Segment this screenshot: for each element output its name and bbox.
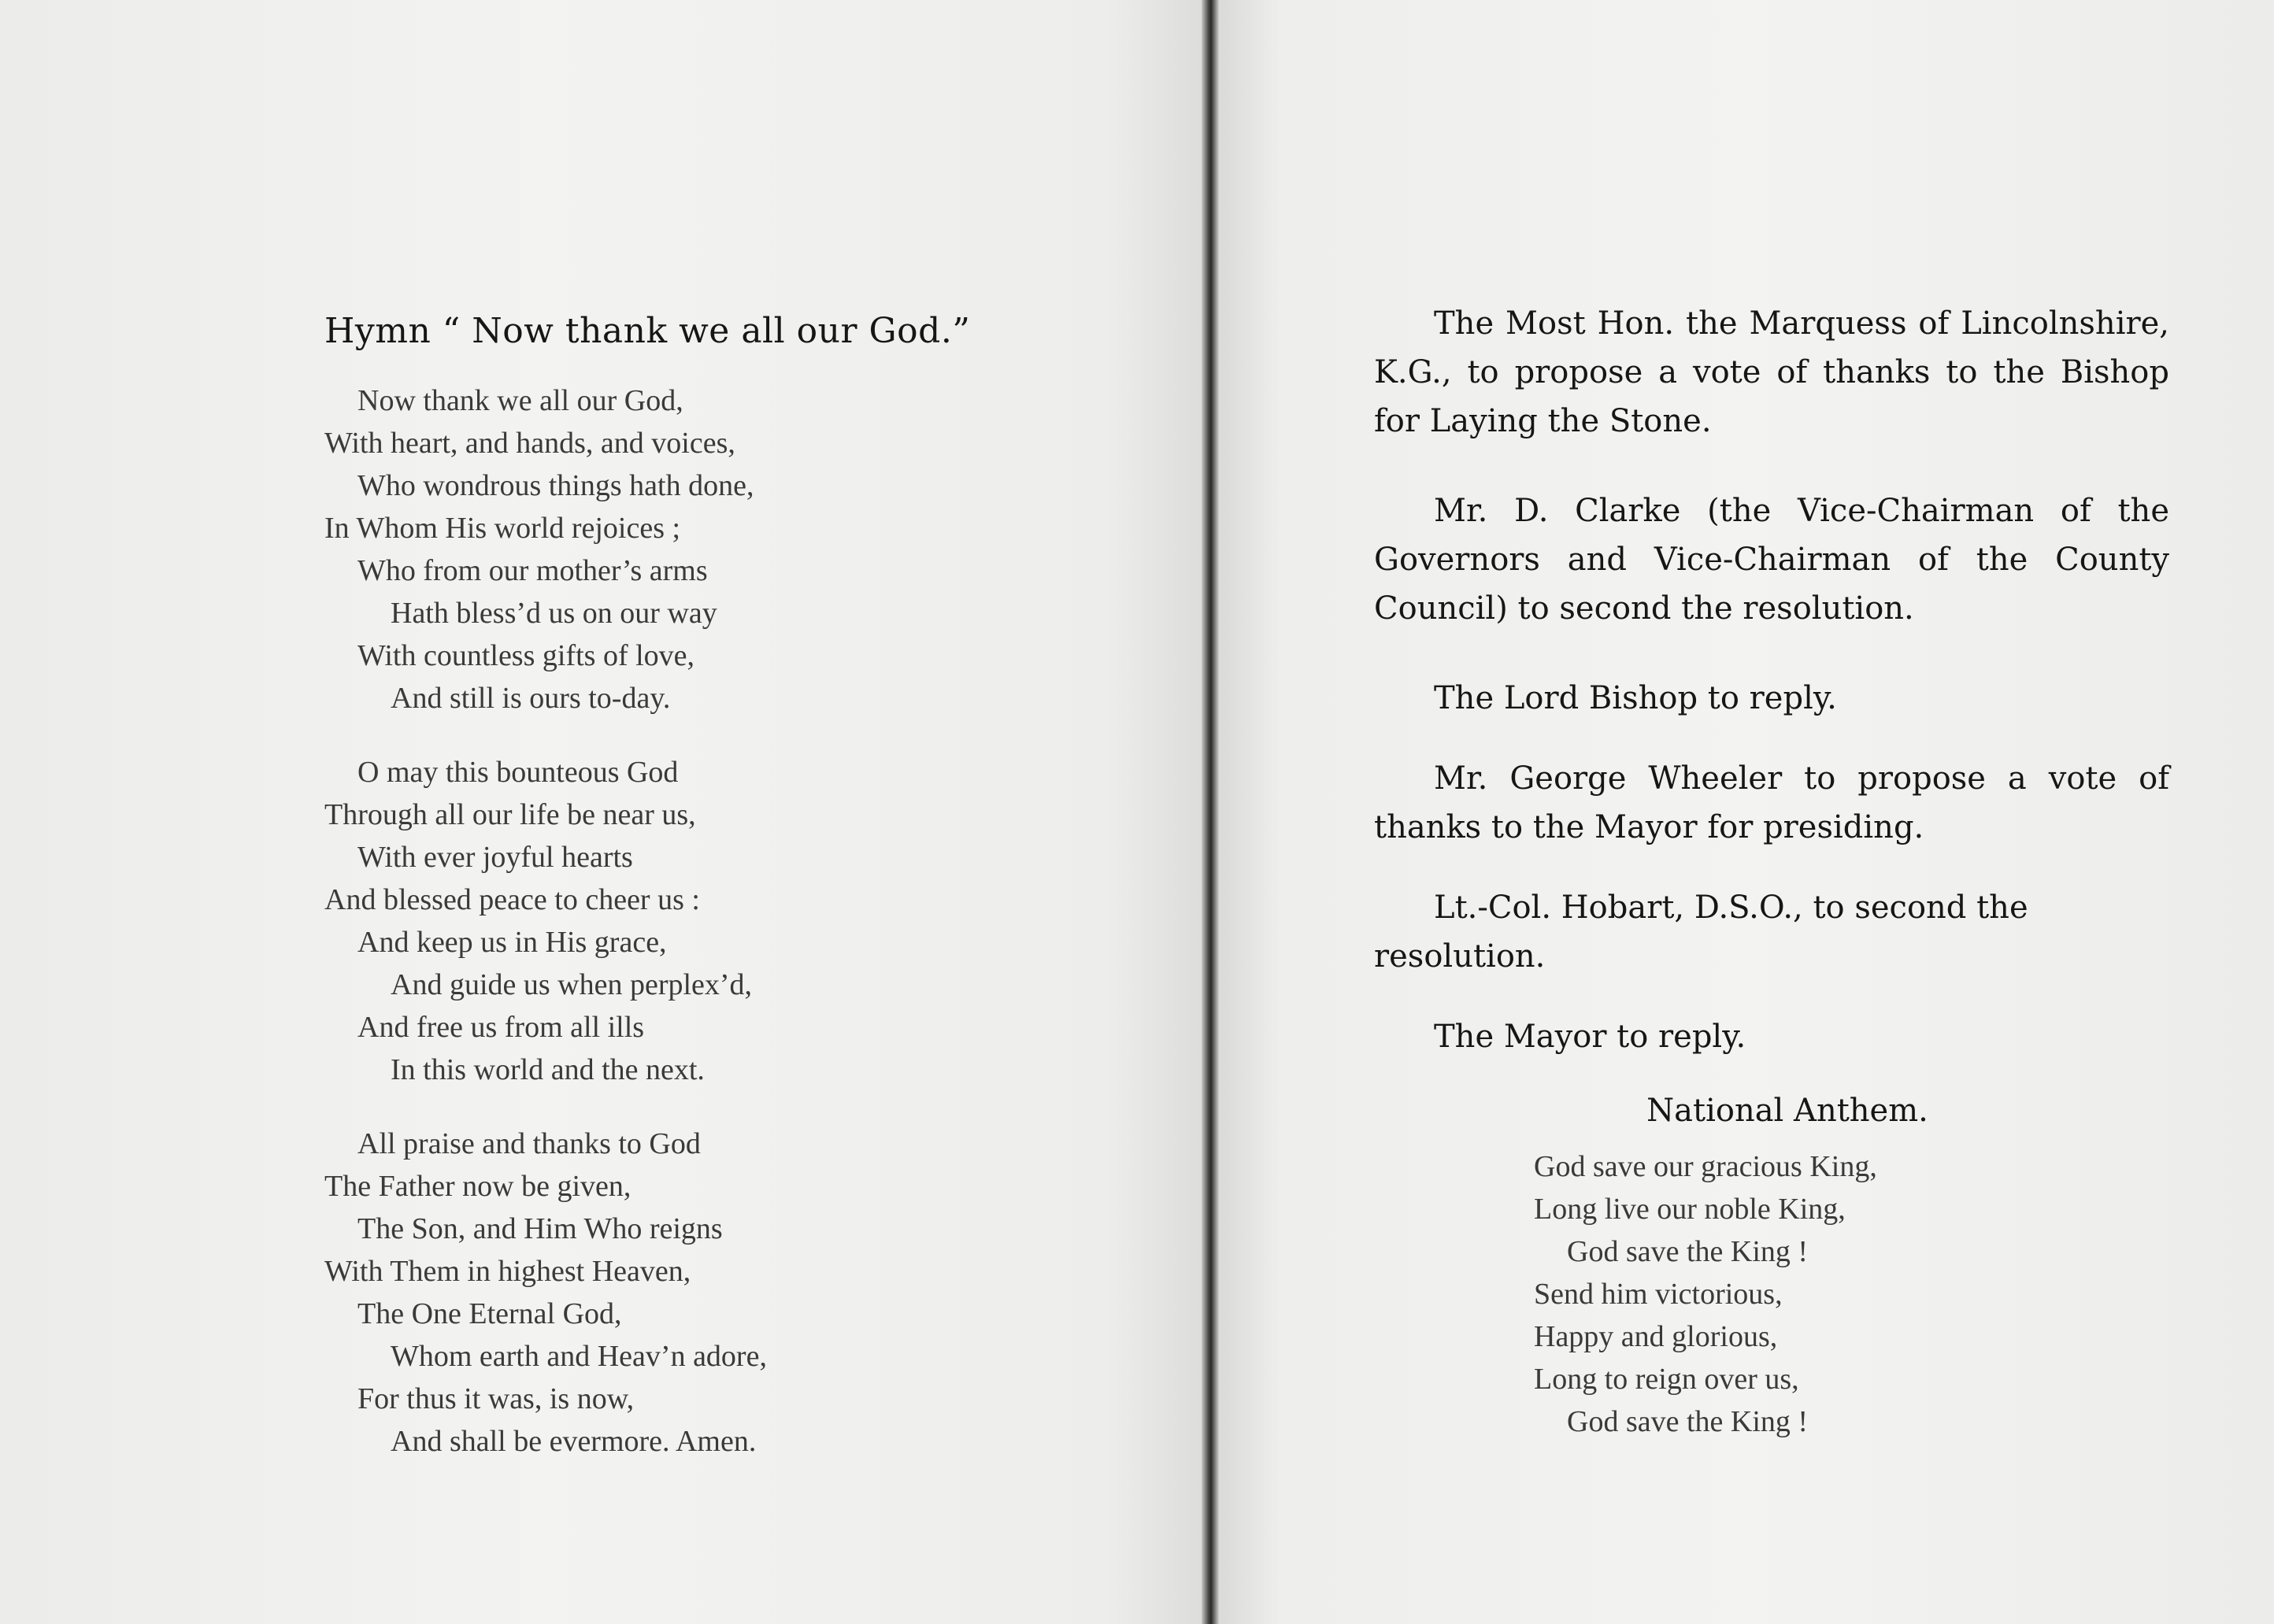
hymn-line: With heart, and hands, and voices, (324, 427, 735, 460)
hymn-line: O may this bounteous God (357, 756, 679, 789)
anthem-verse (1534, 1145, 1877, 1443)
hymn-line: For thus it was, is now, (357, 1382, 635, 1415)
anthem-line: Long live our noble King, (1534, 1193, 1846, 1226)
anthem-line: Happy and glorious, (1534, 1320, 1778, 1353)
hymn-line: The Son, and Him Who reigns (357, 1212, 723, 1245)
hymn-stanza-3 (324, 1123, 1049, 1463)
program-item-hobart: Lt.-Col. Hobart, D.S.O., to second the resolution. (1374, 890, 2028, 975)
hymn-line: With countless gifts of love, (357, 639, 695, 672)
anthem-line: Long to reign over us, (1534, 1363, 1799, 1396)
hymn-line: And free us from all ills (357, 1011, 645, 1044)
hymn-line: Whom earth and Heav’n adore, (391, 1340, 767, 1373)
hymn-line: And guide us when perplex’d, (391, 968, 753, 1001)
hymn-line: Hath bless’d us on our way (391, 597, 717, 630)
anthem-line: God save our gracious King, (1534, 1150, 1877, 1183)
program-item-mayor-reply: The Mayor to reply. (1434, 1019, 1746, 1055)
hymn-line: In Whom His world rejoices ; (324, 512, 681, 545)
program-item-wheeler: Mr. George Wheeler to propose a vote of thanks to the Mayor for presiding. (1374, 760, 2169, 845)
book-spine (1202, 0, 1219, 1624)
anthem-title: National Anthem. (1646, 1093, 1928, 1129)
anthem-line: Send him victorious, (1534, 1278, 1783, 1311)
hymn-line: The Father now be given, (324, 1170, 631, 1203)
hymn-line: Who from our mother’s arms (357, 554, 708, 587)
hymn-line: And shall be evermore. Amen. (391, 1425, 757, 1458)
hymn-line: With ever joyful hearts (357, 841, 633, 874)
program-item-marquess: The Most Hon. the Marquess of Lincolnshire, K.G., to propose a vote of thanks to the Bishop for Laying the Stone. (1374, 305, 2169, 439)
hymn-line: And blessed peace to cheer us : (324, 883, 700, 916)
hymn-stanza-2 (324, 751, 1049, 1091)
hymn-line: Through all our life be near us, (324, 798, 696, 831)
anthem-line: God save the King ! (1567, 1235, 1809, 1268)
hymn-line: Who wondrous things hath done, (357, 469, 754, 502)
hymn-line: Now thank we all our God, (357, 384, 683, 417)
hymn-line: And still is ours to-day. (391, 682, 671, 715)
program-section (1374, 299, 2169, 1152)
hymn-line: In this world and the next. (391, 1053, 705, 1086)
hymn-line: All praise and thanks to God (357, 1127, 701, 1160)
program-item-clarke: Mr. D. Clarke (the Vice-Chairman of the Governors and Vice-Chairman of the County Council) to second the resolution. (1374, 493, 2169, 627)
hymn-title: Hymn “ Now thank we all our God.” (324, 311, 971, 351)
hymn-stanza-1 (324, 379, 1049, 720)
hymn-line: And keep us in His grace, (357, 926, 667, 959)
program-item-bishop-reply: The Lord Bishop to reply. (1434, 680, 1837, 716)
hymn-line: The One Eternal God, (357, 1297, 622, 1330)
anthem-line: God save the King ! (1567, 1405, 1809, 1438)
hymn-section (324, 311, 1049, 1494)
hymn-line: With Them in highest Heaven, (324, 1255, 691, 1288)
